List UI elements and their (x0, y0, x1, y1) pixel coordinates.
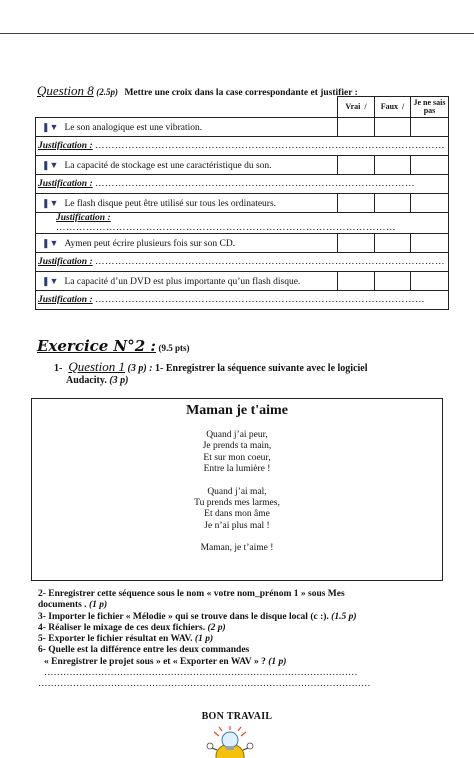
statement-cell (36, 156, 338, 175)
justification-cell[interactable] (36, 253, 449, 272)
justification-label: Justification : (38, 295, 93, 305)
arrow-bullet-icon: ❚▼ (42, 237, 59, 248)
checkbox-je-ne-sais-pas[interactable] (411, 118, 449, 137)
checkbox-vrai[interactable] (338, 234, 375, 253)
justification-label: Justification : (56, 213, 111, 223)
statement-text: Aymen peut écrire plusieurs fois sur son CD. (64, 238, 236, 249)
justification-dots: ………………………………………………………………………………………… (56, 223, 396, 233)
question8-points: (2.5p) (96, 87, 118, 97)
checkbox-je-ne-sais-pas[interactable] (411, 234, 449, 253)
checkbox-vrai[interactable] (338, 118, 375, 137)
header-je-ne-sais-pas: Je ne sais pas (411, 97, 449, 118)
task-2 (38, 589, 371, 600)
exercise2-heading (37, 337, 189, 355)
poem-line: Quand j’ai peur, (206, 430, 268, 440)
justification-cell[interactable] (36, 175, 449, 194)
header-vrai-label: Vrai (345, 102, 361, 111)
checkbox-je-ne-sais-pas[interactable] (411, 156, 449, 175)
bon-travail-text: BON TRAVAIL (201, 711, 273, 722)
arrow-bullet-icon: ❚▼ (42, 121, 59, 132)
question1-line2 (54, 375, 368, 387)
justification-label: Justification : (38, 141, 93, 151)
exercise2-question1 (54, 361, 368, 387)
justification-cell[interactable] (36, 137, 449, 156)
header-sep: / (402, 102, 405, 111)
task-3 (38, 612, 371, 623)
question8-number: Question 8 (37, 83, 94, 98)
statement-text: La capacité de stockage est une caractéristique du son. (64, 160, 272, 171)
answer-line[interactable]: ……………………………………………………………………………………… (44, 668, 358, 679)
justification-dots: ……………………………………………………………………………………… (95, 295, 426, 305)
question1-points2: (3 p) (109, 375, 129, 386)
justification-label: Justification : (38, 257, 93, 267)
task-2-text: 2- Enregistrer cette séquence sous le nom « votre nom_prénom 1 » sous Mes (38, 589, 345, 599)
task-4-points: (2 p) (207, 622, 226, 633)
top-rule (0, 33, 474, 34)
statement-text: La capacité d’un DVD est plus importante qu’un flash disque. (64, 276, 301, 287)
justification-label: Justification : (38, 179, 93, 189)
true-false-table (35, 96, 449, 310)
checkbox-je-ne-sais-pas[interactable] (411, 272, 449, 291)
poem-line: Maman, je t’aime ! (200, 543, 274, 554)
arrow-bullet-icon: ❚▼ (42, 159, 59, 170)
question1-label: Question 1 (68, 359, 126, 374)
answer-line[interactable]: …………………………………………………………………………………………… (38, 679, 371, 690)
poem-line: Et sur mon coeur, (203, 452, 271, 463)
header-vrai (338, 97, 375, 118)
exercise2-points: (9.5 pts) (158, 343, 190, 353)
table-header-row (36, 97, 449, 118)
poem-title: Maman je t'aime (186, 403, 288, 418)
poem-line: Quand j’ai mal, (207, 486, 267, 497)
poem-line: Entre la lumière ! (203, 464, 271, 475)
checkbox-faux[interactable] (375, 194, 411, 213)
justification-row (36, 213, 449, 234)
task-6-cont (38, 657, 371, 668)
lightbulb-mascot-icon (200, 726, 260, 758)
question1-points: (3 p) : (127, 363, 153, 374)
header-faux-label: Faux (380, 102, 399, 111)
question8-instruction: Mettre une croix dans la case correspondante et justifier : (124, 88, 358, 98)
task-4 (38, 623, 371, 634)
justification-cell[interactable] (36, 291, 449, 310)
justification-row (36, 175, 449, 194)
task-2-text2: documents . (38, 600, 87, 611)
checkbox-faux[interactable] (375, 156, 411, 175)
task-list (38, 589, 371, 691)
checkbox-faux[interactable] (375, 272, 411, 291)
question1-text: 1- Enregistrer la séquence suivante avec le logiciel (155, 363, 368, 374)
question1-text2: Audacity. (66, 375, 107, 386)
task-4-text: 4- Réaliser le mixage de ces deux fichiers. (38, 622, 206, 633)
header-faux (375, 97, 411, 118)
task-6-text2: « Enregistrer le projet sous » et « Exporter en WAV » ? (44, 656, 266, 667)
checkbox-vrai[interactable] (338, 272, 375, 291)
checkbox-faux[interactable] (375, 234, 411, 253)
table-row (36, 194, 449, 213)
task-2-cont (38, 600, 371, 611)
checkbox-je-ne-sais-pas[interactable] (411, 194, 449, 213)
task-6-points: (1 p) (268, 656, 287, 667)
table-row (36, 272, 449, 291)
poem-line: Je prends ta main, (202, 441, 272, 452)
justification-dots: …………………………………………………………………………………………… (95, 141, 446, 151)
table-row (36, 234, 449, 253)
header-sep: / (364, 102, 367, 111)
table-row (36, 156, 449, 175)
poem-line: Je n’ai plus mal ! (204, 520, 270, 531)
justification-cell[interactable] (36, 213, 449, 234)
statement-cell (36, 118, 338, 137)
justification-dots: …………………………………………………………………………………… (95, 179, 416, 189)
task-3-text: 3- Importer le fichier « Mélodie » qui se trouve dans le disque local (c :). (38, 611, 329, 622)
task-5 (38, 634, 371, 645)
arrow-bullet-icon: ❚▼ (42, 275, 59, 286)
task-5-text: 5- Exporter le fichier résultat en WAV. (38, 634, 193, 645)
task-2-points: (1 p) (88, 600, 108, 611)
statement-text: Le flash disque peut être utilisé sur tous les ordinateurs. (64, 198, 277, 209)
justification-row (36, 137, 449, 156)
justification-row (36, 253, 449, 272)
statement-cell (36, 272, 338, 291)
statement-cell (36, 234, 338, 253)
statement-cell (36, 194, 338, 213)
poem-line: Tu prends mes larmes, (194, 498, 280, 509)
justification-dots: …………………………………………………………………………………………… (95, 257, 446, 267)
poem-box (31, 398, 443, 581)
checkbox-vrai[interactable] (338, 194, 375, 213)
poem-line: Et dans mon âme (204, 509, 270, 520)
exercise2-title: Exercice N°2 : (37, 337, 156, 355)
question1-number: 1- (54, 363, 63, 374)
checkbox-faux[interactable] (375, 118, 411, 137)
arrow-bullet-icon: ❚▼ (42, 197, 59, 208)
statement-text: Le son analogique est une vibration. (64, 122, 203, 133)
checkbox-vrai[interactable] (338, 156, 375, 175)
task-6-text: 6- Quelle est la différence entre les deux commandes (38, 645, 250, 656)
task-3-points: (1.5 p) (331, 611, 357, 622)
task-5-points: (1 p) (194, 634, 214, 645)
table-row (36, 118, 449, 137)
task-6 (38, 645, 371, 656)
justification-row (36, 291, 449, 310)
